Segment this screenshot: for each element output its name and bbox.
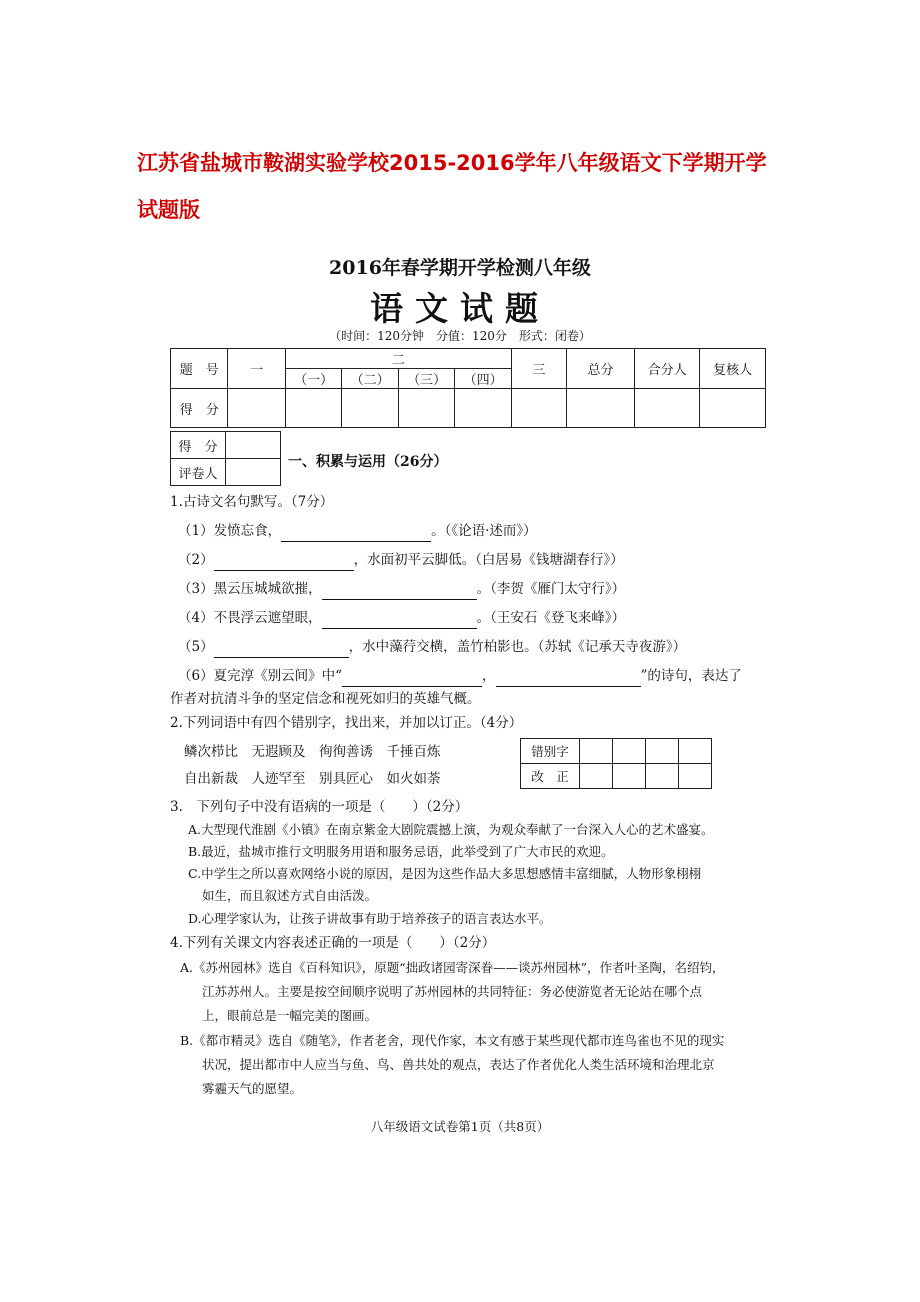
q1-text: （6）夏完淳《别云间》中“ — [178, 668, 342, 684]
question-1-line-4 — [178, 608, 625, 629]
question-1-line-6 — [178, 666, 742, 687]
exam-subtitle: 2016年春学期开学检测八年级 — [329, 257, 591, 279]
exam-info: （时间：120分钟 分值：120分 形式：闭卷） — [329, 329, 591, 343]
score-table-reviewer: 复核人 — [700, 349, 766, 389]
fix-cell[interactable] — [580, 764, 613, 789]
q1-text: （2） — [178, 552, 214, 568]
question-4-option-a: A.《苏州园林》选自《百科知识》，原题“拙政诸园寄深眷——谈苏州园林”，作者叶圣陶，名绍钧， — [180, 960, 725, 975]
score-cell — [342, 389, 398, 428]
question-2-words-row2: 自出新裁 人迹罕至 别具匠心 如火如荼 — [184, 771, 441, 787]
score-table-sub3: （三） — [398, 369, 454, 389]
answer-blank[interactable] — [322, 579, 477, 600]
score-cell — [511, 389, 566, 428]
question-4-stem: 4.下列有关课文内容表述正确的一项是（ ）（2分） — [170, 935, 496, 951]
score-table-col1: 一 — [228, 349, 285, 389]
typo-cell[interactable] — [580, 739, 613, 764]
q1-text: 。（李贺《雁门太守行》） — [476, 581, 626, 597]
question-3-stem: 3. 下列句子中没有语病的一项是（ ）（2分） — [170, 799, 469, 815]
question-4-option-b-cont: 雾霾天气的愿望。 — [202, 1081, 303, 1096]
exam-page-scan — [140, 245, 790, 1245]
fix-cell[interactable] — [613, 764, 646, 789]
question-3-option-d: D.心理学家认为，让孩子讲故事有助于培养孩子的语言表达水平。 — [188, 911, 552, 926]
grader-reviewer-cell — [226, 459, 281, 486]
fix-label: 改 正 — [521, 764, 580, 789]
answer-blank[interactable] — [342, 666, 482, 687]
exam-title: 语文试题 — [370, 289, 550, 328]
grader-score-cell — [226, 432, 281, 459]
q1-text: ”的诗句，表达了 — [640, 668, 742, 684]
answer-blank[interactable] — [214, 550, 354, 571]
q1-text: ， — [482, 668, 496, 684]
score-cell — [455, 389, 511, 428]
q1-text: （5） — [178, 639, 214, 655]
question-1-line-2 — [178, 550, 624, 571]
q1-text: （3）黑云压城城欲摧， — [178, 581, 322, 597]
section-heading: 一、积累与运用（26分） — [288, 454, 448, 470]
document-title-line2: 试题版 — [137, 198, 200, 222]
question-4-option-a-cont: 江苏苏州人。主要是按空间顺序说明了苏州园林的共同特征：务必使游览者无论站在哪个点 — [202, 984, 703, 999]
score-cell — [398, 389, 454, 428]
score-cell — [700, 389, 766, 428]
typo-cell[interactable] — [646, 739, 679, 764]
typo-label: 错别字 — [521, 739, 580, 764]
q1-text: （1）发愤忘食， — [178, 523, 282, 539]
q1-text: 。（《论语·述而》） — [431, 523, 537, 539]
question-2-stem: 2.下列词语中有四个错别字，找出来，并加以订正。（4分） — [170, 715, 523, 731]
score-cell — [634, 389, 700, 428]
typo-cell[interactable] — [679, 739, 712, 764]
typo-correction-table — [520, 738, 712, 789]
q1-text: 。（王安石《登飞来峰》） — [476, 610, 626, 626]
question-1-line-3 — [178, 579, 625, 600]
score-table-sub1: （一） — [285, 369, 341, 389]
answer-blank[interactable] — [496, 666, 641, 687]
document-title-line1: 江苏省盐城市鞍湖实验学校2015-2016学年八年级语文下学期开学 — [137, 151, 767, 175]
score-cell — [285, 389, 341, 428]
answer-blank[interactable] — [281, 521, 431, 542]
question-1-line-5 — [178, 637, 686, 658]
question-3-option-a: A.大型现代淮剧《小镇》在南京紫金大剧院震撼上演，为观众奉献了一台深入人心的艺术盛宴。 — [188, 822, 714, 837]
q1-text: ，水中藻荇交横，盖竹柏影也。（苏轼《记承天寺夜游》） — [348, 639, 687, 655]
grader-table — [170, 431, 281, 486]
question-1-line-6-cont: 作者对抗清斗争的坚定信念和视死如归的英雄气概。 — [170, 691, 481, 707]
score-table-sub2: （二） — [342, 369, 398, 389]
score-table-col3: 三 — [511, 349, 566, 389]
question-3-option-c: C.中学生之所以喜欢网络小说的原因，是因为这些作品大多思想感情丰富细腻，人物形象栩栩 — [188, 866, 702, 881]
score-table — [170, 348, 766, 428]
grader-reviewer-label: 评卷人 — [171, 459, 226, 486]
question-4-option-b: B.《都市精灵》选自《随笔》，作者老舍，现代作家，本文有感于某些现代都市连鸟雀也不见的现实 — [180, 1033, 725, 1048]
question-4-option-a-cont: 上，眼前总是一幅完美的图画。 — [202, 1008, 378, 1023]
score-cell — [228, 389, 285, 428]
score-table-sub4: （四） — [455, 369, 511, 389]
q1-text: （4）不畏浮云遮望眼， — [178, 610, 322, 626]
score-table-score-label: 得 分 — [171, 389, 228, 428]
question-1-line-1 — [178, 521, 537, 542]
q1-text: ，水面初平云脚低。（白居易《钱塘湖春行》） — [353, 552, 624, 568]
score-table-total: 总分 — [567, 349, 635, 389]
page-footer: 八年级语文试卷第1页（共8页） — [370, 1119, 550, 1134]
score-table-header-label: 题 号 — [171, 349, 228, 389]
fix-cell[interactable] — [679, 764, 712, 789]
document-title — [137, 140, 797, 234]
answer-blank[interactable] — [214, 637, 349, 658]
question-4-option-b-cont: 状况，提出都市中人应当与鱼、鸟、兽共处的观点，表达了作者优化人类生活环境和治理北京 — [202, 1057, 715, 1072]
answer-blank[interactable] — [322, 608, 477, 629]
score-cell — [567, 389, 635, 428]
typo-cell[interactable] — [613, 739, 646, 764]
question-3-option-c-cont: 如生，而且叙述方式自由活泼。 — [202, 888, 378, 903]
grader-score-label: 得 分 — [171, 432, 226, 459]
question-1-stem: 1.古诗文名句默写。（7分） — [170, 494, 334, 510]
question-3-option-b: B.最近，盐城市推行文明服务用语和服务忌语，此举受到了广大市民的欢迎。 — [188, 844, 614, 859]
question-2-words-row1: 鳞次栉比 无遐顾及 徇徇善诱 千捶百炼 — [184, 744, 441, 760]
score-table-col2: 二 — [285, 349, 511, 369]
fix-cell[interactable] — [646, 764, 679, 789]
score-table-scorer: 合分人 — [634, 349, 700, 389]
